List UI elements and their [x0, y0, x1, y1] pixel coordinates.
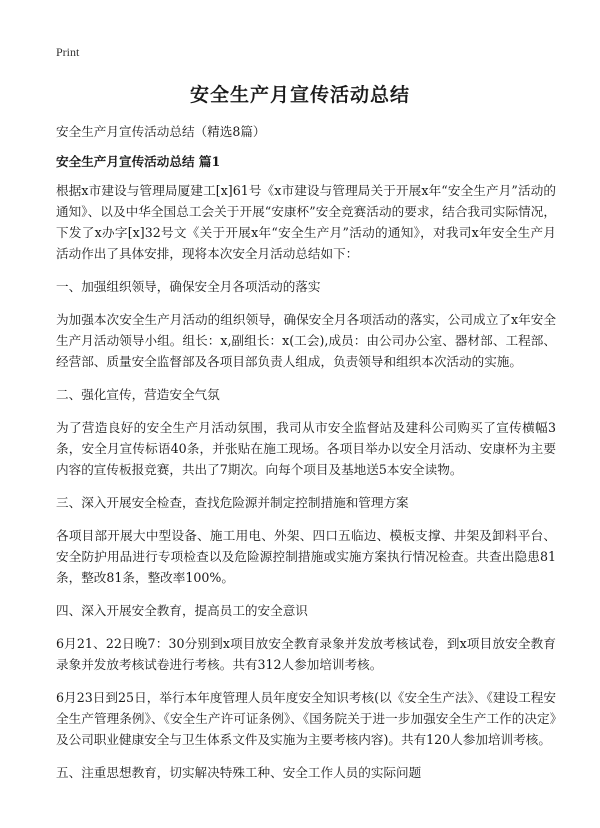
section-heading-4: 四、深入开展安全教育，提高员工的安全意识	[56, 603, 308, 618]
section-heading-3: 三、深入开展安全检查，查找危险源并制定控制措施和管理方案	[56, 495, 409, 510]
document-body	[56, 121, 556, 795]
intro-paragraph: 根据x市建设与管理局厦建工[x]61号《x市建设与管理局关于开展x年“安全生产月”活动的通知》、以及中华全国总工会关于开展“安康杯”安全竞赛活动的要求，结合我司实际情况，下发了x办字[x]32号文《关于开展x年“安全生产月”活动的通知》，对我司x年安全生产月活动作出了具体安排，现将本次安全月活动总结如下：	[56, 183, 556, 261]
section-title: 安全生产月宣传活动总结 篇1	[56, 154, 221, 169]
paragraph-education-1: 6月21、22日晚7：30分别到x项目放安全教育录象并发放考核试卷，到x项目放安全教育录象并发放考核试卷进行考核。共有312人参加培训考核。	[56, 636, 556, 672]
document-title: 安全生产月宣传活动总结	[189, 84, 410, 106]
paragraph-publicity: 为了营造良好的安全生产月活动氛围，我司从市安全监督站及建科公司购买了宣传横幅3条，安全月宣传标语40条，并张贴在施工现场。各项目举办以安全月活动、安康杯为主要内容的宣传板报竞赛，共出了7期次。向每个项目及基地送5本安全读物。	[56, 420, 556, 477]
paragraph-organization: 为加强本次安全生产月活动的组织领导，确保安全月各项活动的落实，公司成立了x年安全生产月活动领导小组。组长：x,副组长：x(工会),成员：由公司办公室、器材部、工程部、经营部、质量安全监督部及各项目部负责人组成，负责领导和组织本次活动的实施。	[56, 312, 556, 369]
print-link[interactable]: Print	[56, 45, 80, 59]
paragraph-education-2: 6月23日到25日，举行本年度管理人员年度安全知识考核(以《安全生产法》、《建设工程安全生产管理条例》、《安全生产许可证条例》、《国务院关于进一步加强安全生产工作的决定》及公司职业健康安全与卫生体系文件及实施为主要考核内容)。共有120人参加培训考核。	[56, 690, 556, 747]
paragraph-inspection: 各项目部开展大中型设备、施工用电、外架、四口五临边、模板支撑、井架及卸料平台、安全防护用品进行专项检查以及危险源控制措施或实施方案执行情况检查。共查出隐患81条，整改81条，整改率100%。	[56, 528, 556, 585]
section-heading-2: 二、强化宣传，营造安全气氛	[56, 387, 220, 402]
document-subtitle: 安全生产月宣传活动总结（精选8篇）	[56, 124, 266, 139]
section-heading-1: 一、加强组织领导，确保安全月各项活动的落实	[56, 279, 321, 294]
section-heading-5: 五、注重思想教育，切实解决特殊工种、安全工作人员的实际问题	[56, 765, 422, 780]
